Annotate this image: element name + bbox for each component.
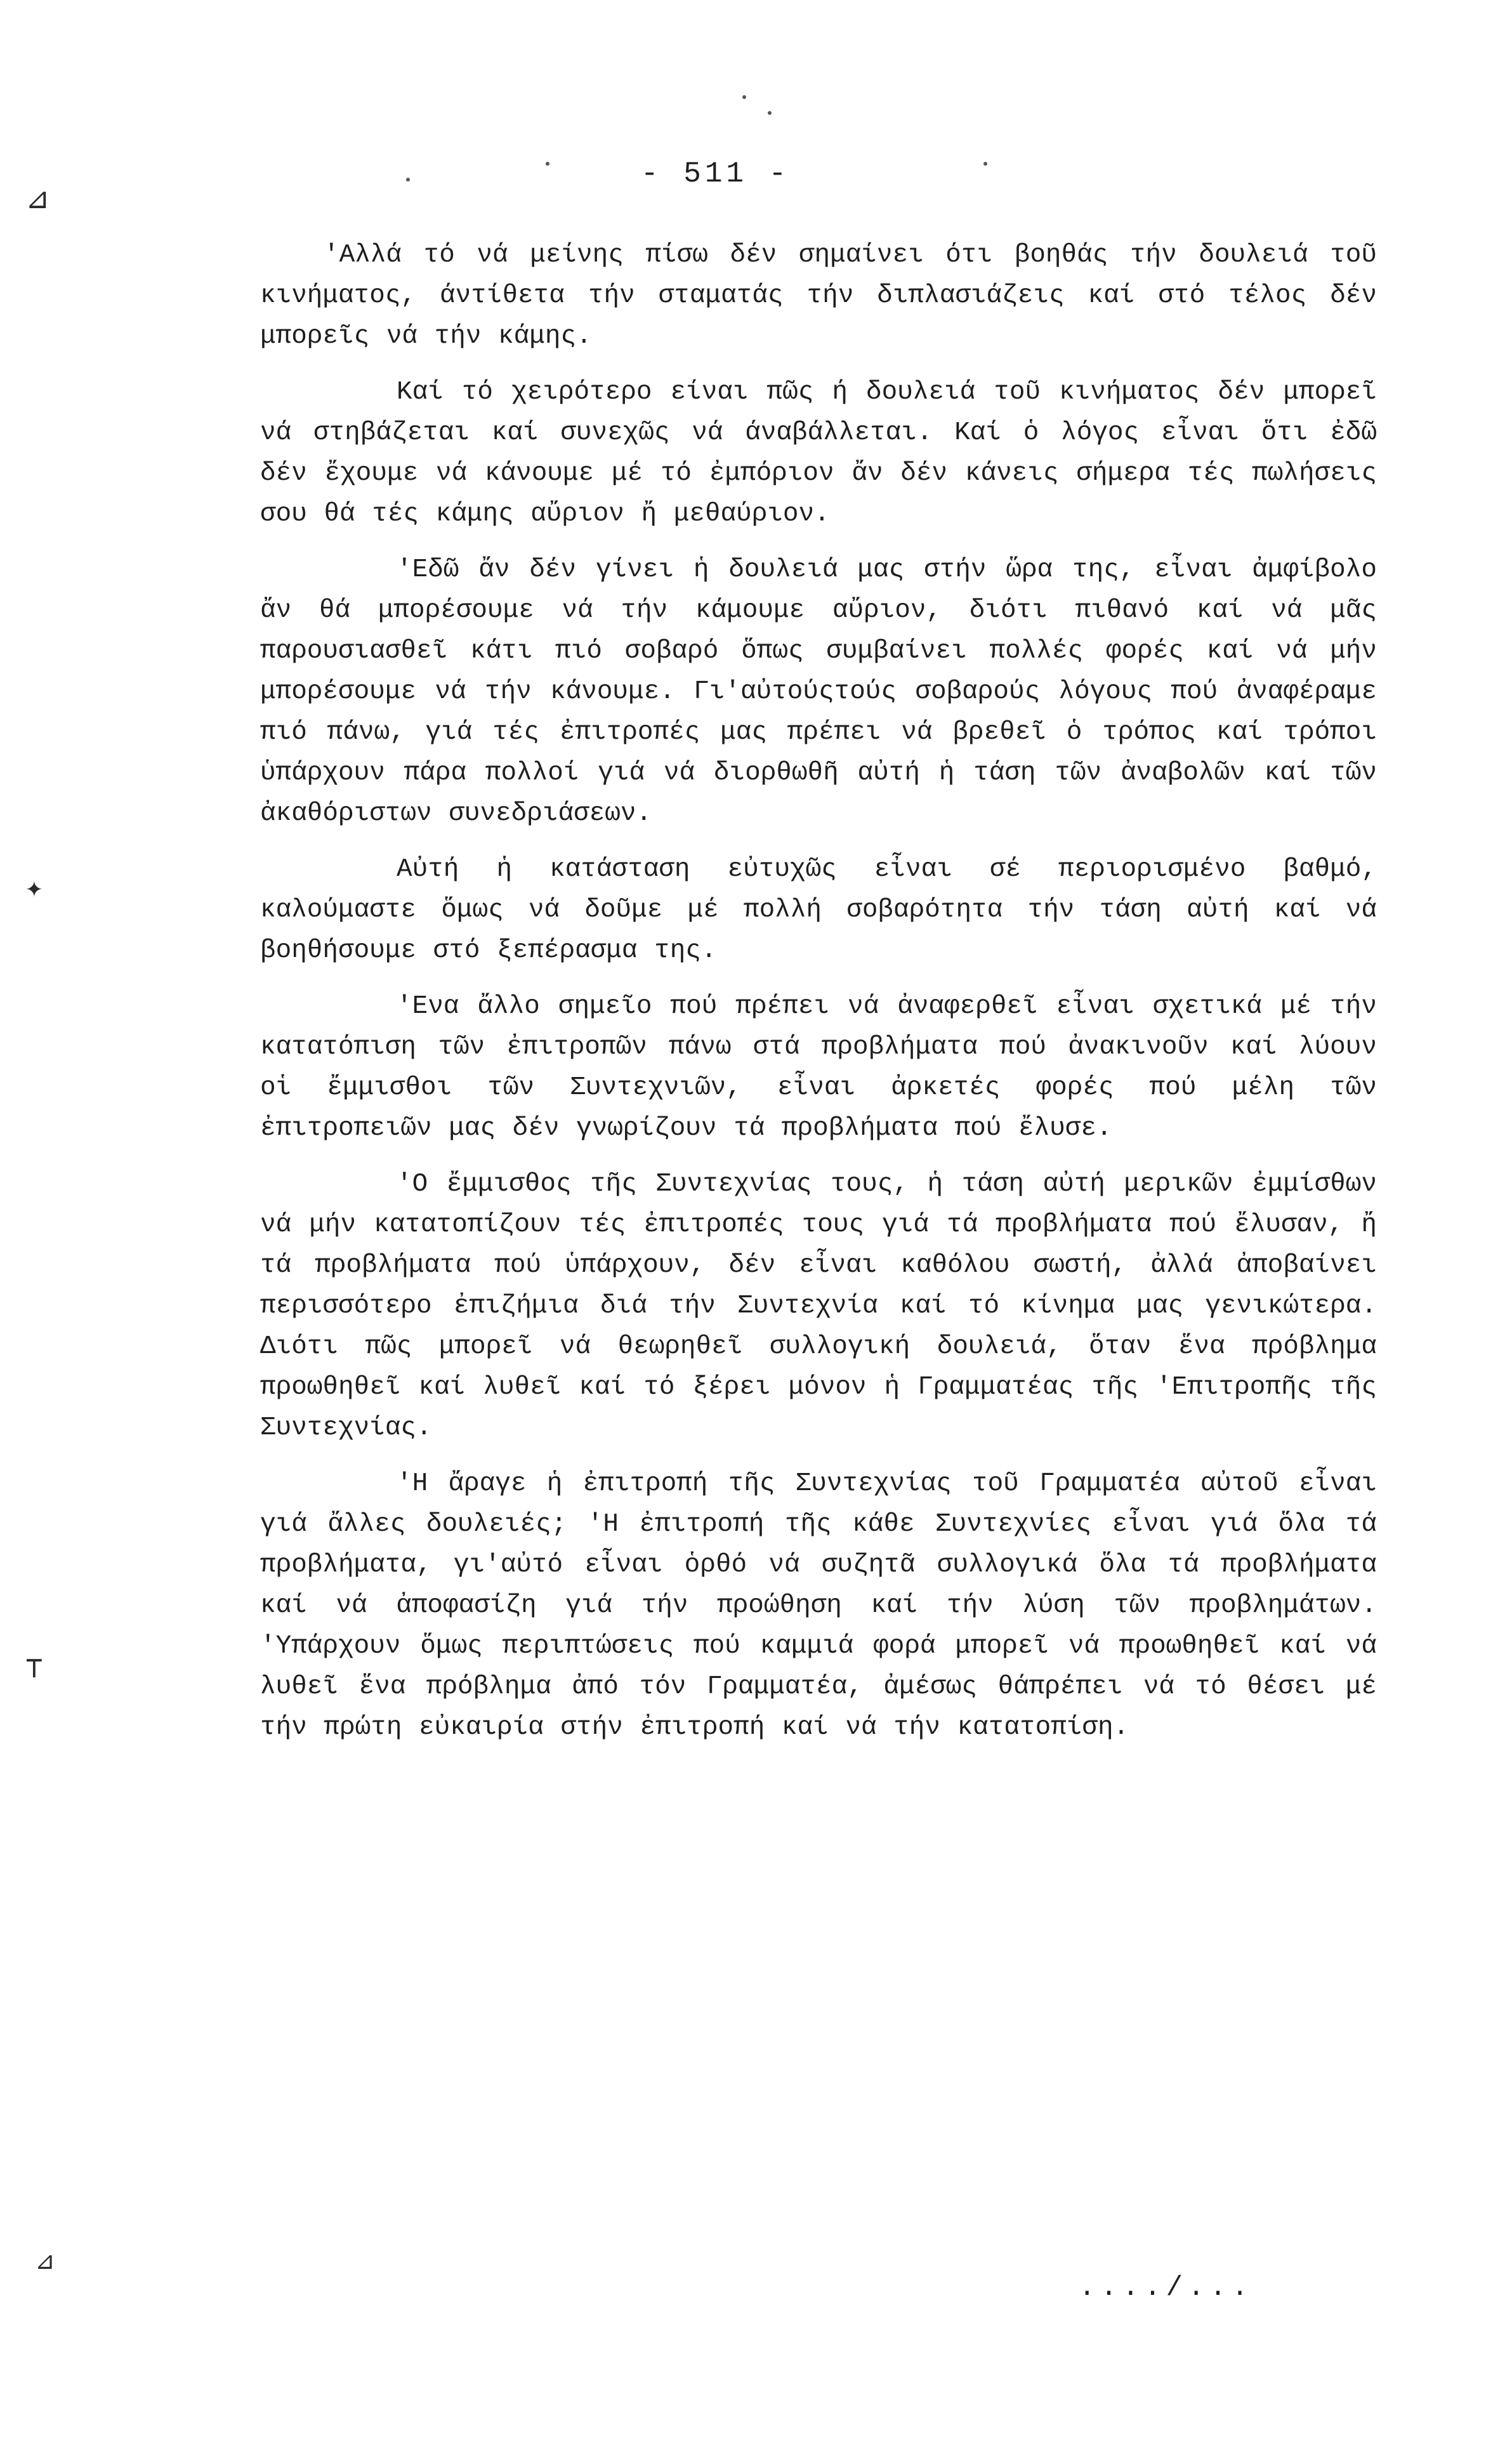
- margin-tick-icon: ⊿: [25, 184, 50, 217]
- paragraph-3: 'Εδῶ ἄν δέν γίνει ἡ δουλειά μας στήν ὥρα της, εἶναι ἀμφίβολο ἄν θά μπορέσουμε νά τήν κάμουμε αὔριον, διότι πιθανό καί νά μᾶς παρουσιασθεῖ κάτι πιό σοβαρό ὅπως συμβαίνει πολλές φορές καί νά μήν μπορέσουμε νά τήν κάνουμε. Γι'αὐτούςτούς σοβαρούς λόγους πού ἀναφέραμε πιό πάνω, γιά τές ἐπιτροπές μας πρέπει νά βρεθεῖ ὁ τρόπος καί τρόποι ὑπάρχουν πάρα πολλοί γιά νά διορθωθῆ αὐτή ἡ τάση τῶν ἀναβολῶν καί τῶν ἀκαθόριστων συνεδριάσεων.: [260, 555, 1377, 828]
- continuation-mark: ..../...: [1079, 2272, 1254, 2304]
- margin-tick-icon: ⊿: [35, 2249, 55, 2276]
- margin-cross-icon: ✦: [25, 873, 43, 906]
- paragraph-6: 'Ο ἔμμισθος τῆς Συντεχνίας τους, ἡ τάση αὐτή μερικῶν ἐμμίσθων νά μήν κατατοπίζουν τές ἐπιτροπές τους γιά τά προβλήματα πού ἔλυσαν, ἤ τά προβλήματα πού ὑπάρχουν, δέν εἶναι καθόλου σωστή, ἀλλά ἀποβαίνει περισσότερο ἐπιζήμια διά τήν Συντεχνία καί τό κίνημα μας γενικώτερα. Διότι πῶς μπορεῖ νά θεωρηθεῖ συλλογική δουλειά, ὅταν ἕνα πρόβλημα προωθηθεῖ καί λυθεῖ καί τό ξέρει μόνον ἡ Γραμματέας τῆς 'Επιτροπῆς τῆς Συντεχνίας.: [260, 1170, 1377, 1443]
- body-text: [260, 235, 1377, 1763]
- scan-speck: [546, 162, 549, 166]
- margin-cross-icon: ⊤: [25, 1653, 43, 1686]
- scan-speck: [742, 95, 746, 99]
- scan-speck: [406, 178, 410, 182]
- scan-speck: [983, 162, 987, 166]
- paragraph-7: 'Η ἄραγε ἡ ἐπιτροπή τῆς Συντεχνίας τοῦ Γραμματέα αὐτοῦ εἶναι γιά ἄλλες δουλειές; 'Η ἐπιτροπή τῆς κάθε Συντεχνίες εἶναι γιά ὅλα τά προβλήματα, γι'αὐτό εἶναι ὁρθό νά συζητᾶ συλλογικά ὅλα τά προβλήματα καί νά ἀποφασίζη γιά τήν προώθηση καί τήν λύση τῶν προβλημάτων. 'Υπάρχουν ὅμως περιπτώσεις πού καμμιά φορά μπορεῖ νά προωθηθεῖ καί νά λυθεῖ ἕνα πρόβλημα ἀπό τόν Γραμματέα, ἀμέσως θάπρέπει νά τό θέσει μέ τήν πρώτη εὐκαιρία στήν ἐπιτροπή καί νά τήν κατατοπίση.: [260, 1469, 1377, 1742]
- page-number: - 511 -: [641, 157, 791, 190]
- paragraph-1: 'Αλλά τό νά μείνης πίσω δέν σημαίνει ότι βοηθάς τήν δουλειά τοῦ κινήματος, άντίθετα τήν σταματάς τήν διπλασιάζεις καί στό τέλος δέν μπορεῖς νά τήν κάμης.: [260, 241, 1377, 351]
- paragraph-5: 'Ενα ἄλλο σημεῖο πού πρέπει νά ἀναφερθεῖ εἶναι σχετικά μέ τήν κατατόπιση τῶν ἐπιτροπῶν πάνω στά προβλήματα πού ἀνακινοῦν καί λύουν οἱ ἔμμισθοι τῶν Συντεχνιῶν, εἶναι ἀρκετές φορές πού μέλη τῶν ἐπιτροπειῶν μας δέν γνωρίζουν τά προβλήματα πού ἔλυσε.: [260, 992, 1377, 1143]
- paragraph-4: Αὐτή ἡ κατάσταση εὐτυχῶς εἶναι σέ περιορισμένο βαθμό, καλούμαστε ὅμως νά δοῦμε μέ πολλή σοβαρότητα τήν τάση αὐτή καί νά βοηθήσουμε στό ξεπέρασμα της.: [260, 855, 1377, 965]
- paragraph-2: Καί τό χειρότερο είναι πῶς ή δουλειά τοῦ κινήματος δέν μπορεῖ νά στηβάζεται καί συνεχῶς νά άναβάλλεται. Καί ὁ λόγος εἶναι ὅτι ἐδῶ δέν ἔχουμε νά κάνουμε μέ τό ἐμπόριον ἄν δέν κάνεις σήμερα τές πωλήσεις σου θά τές κάμης αὔριον ἤ μεθαύριον.: [260, 378, 1377, 529]
- scan-speck: [768, 111, 772, 115]
